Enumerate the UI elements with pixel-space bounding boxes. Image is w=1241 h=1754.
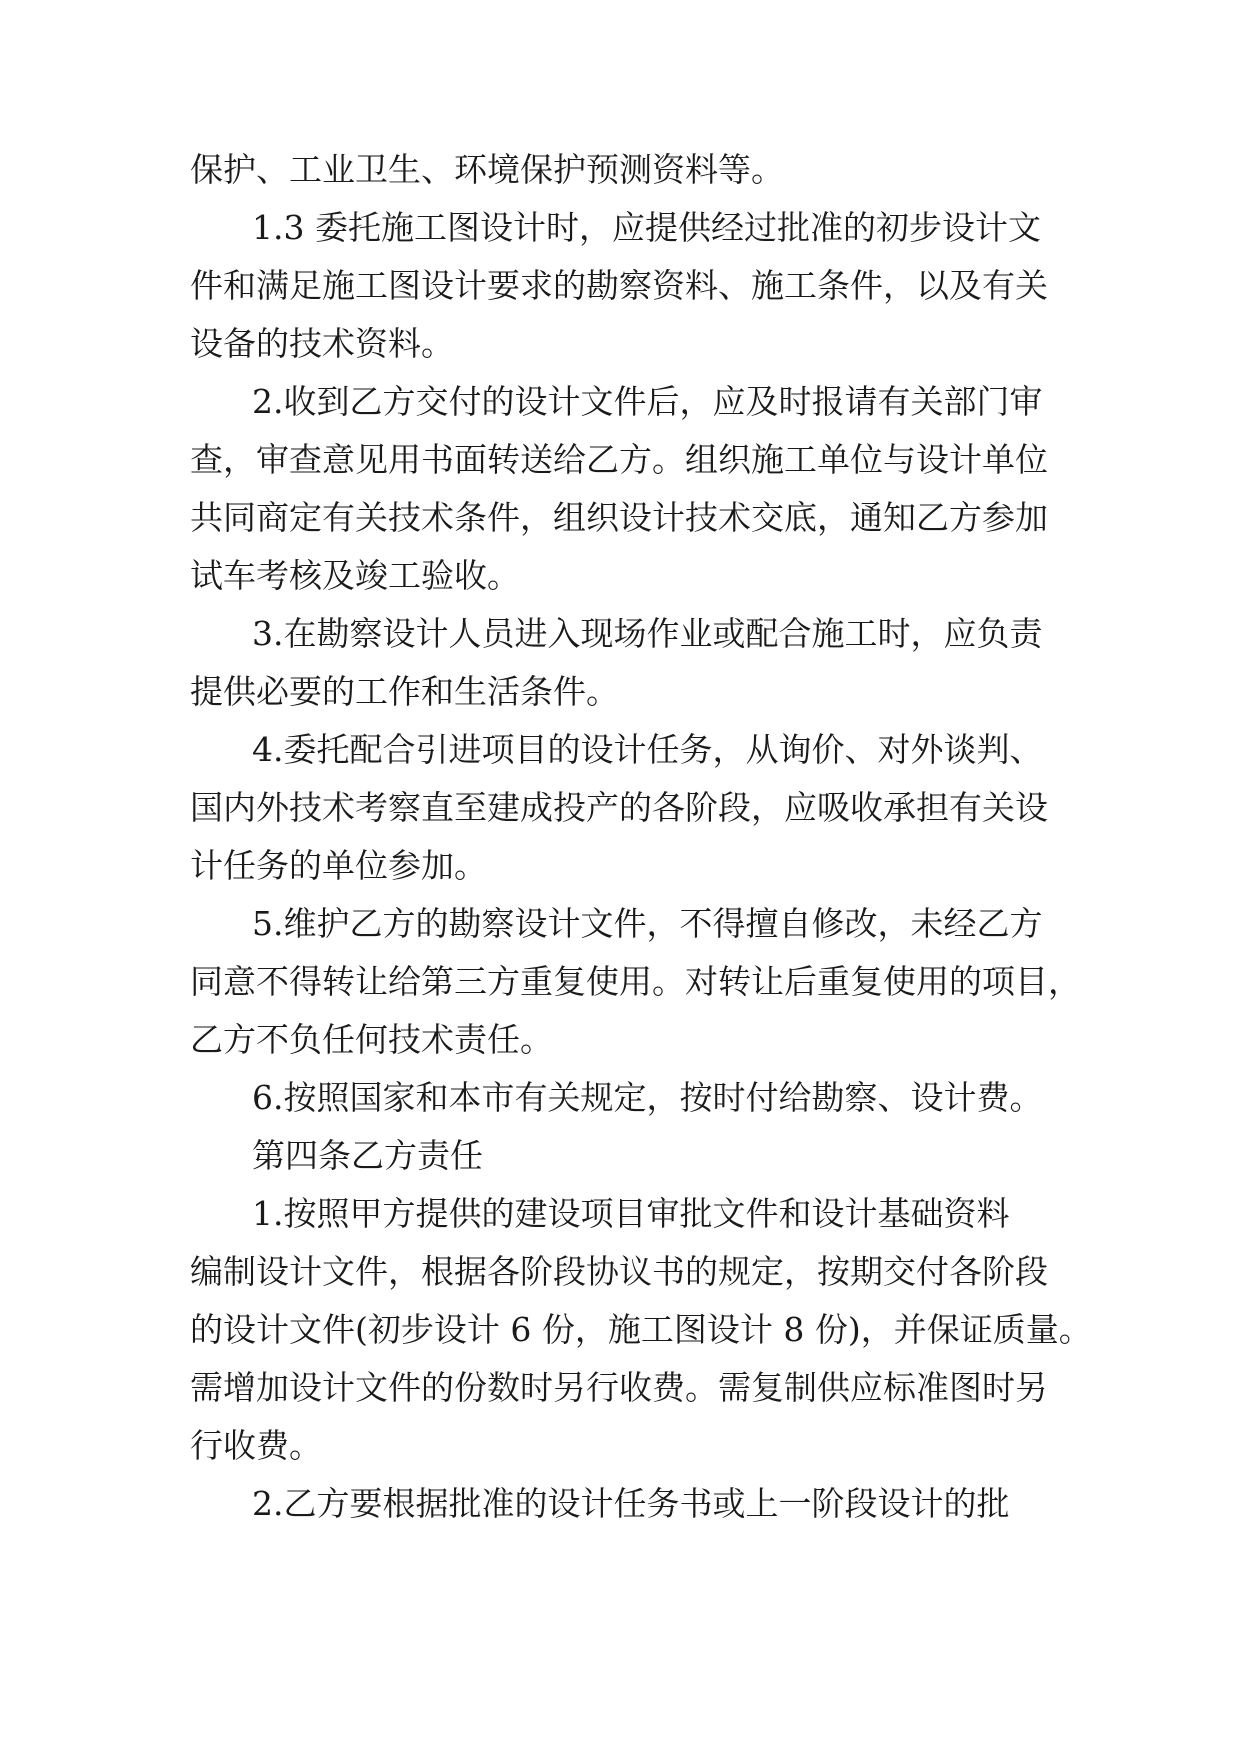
text-line: 计任务的单位参加。 [190,846,487,885]
text-line: 件和满足施工图设计要求的勘察资料、施工条件，以及有关 [190,266,1048,305]
text-line: 国内外技术考察直至建成投产的各阶段，应吸收承担有关设 [190,788,1048,827]
section-heading: 第四条乙方责任 [252,1136,483,1175]
text-line: 设备的技术资料。 [190,324,454,363]
text-line: 同意不得转让给第三方重复使用。对转让后重复使用的项目， [190,962,1081,1001]
text-line: 需增加设计文件的份数时另行收费。需复制供应标准图时另 [190,1368,1048,1407]
text-line: 的设计文件(初步设计 6 份，施工图设计 8 份)，并保证质量。 [190,1310,1092,1349]
text-line: 乙方不负任何技术责任。 [190,1020,553,1059]
text-line: 2.收到乙方交付的设计文件后，应及时报请有关部门审 [252,382,1043,421]
text-line: 试车考核及竣工验收。 [190,556,520,595]
text-line: 查，审查意见用书面转送给乙方。组织施工单位与设计单位 [190,440,1048,479]
text-line: 共同商定有关技术条件，组织设计技术交底，通知乙方参加 [190,498,1048,537]
text-line: 5.维护乙方的勘察设计文件，不得擅自修改，未经乙方 [252,904,1043,943]
text-line: 保护、工业卫生、环境保护预测资料等。 [190,150,784,189]
text-line: 行收费。 [190,1426,322,1465]
text-line: 1.3 委托施工图设计时，应提供经过批准的初步设计文 [252,208,1041,247]
text-line: 3.在勘察设计人员进入现场作业或配合施工时，应负责 [252,614,1043,653]
text-line: 编制设计文件，根据各阶段协议书的规定，按期交付各阶段 [190,1252,1048,1291]
text-line: 提供必要的工作和生活条件。 [190,672,619,711]
text-line: 2.乙方要根据批准的设计任务书或上一阶段设计的批 [252,1484,1010,1523]
text-line: 4.委托配合引进项目的设计任务，从询价、对外谈判、 [252,730,1043,769]
text-line: 6.按照国家和本市有关规定，按时付给勘察、设计费。 [252,1078,1043,1117]
text-line: 1.按照甲方提供的建设项目审批文件和设计基础资料 [252,1194,1010,1233]
